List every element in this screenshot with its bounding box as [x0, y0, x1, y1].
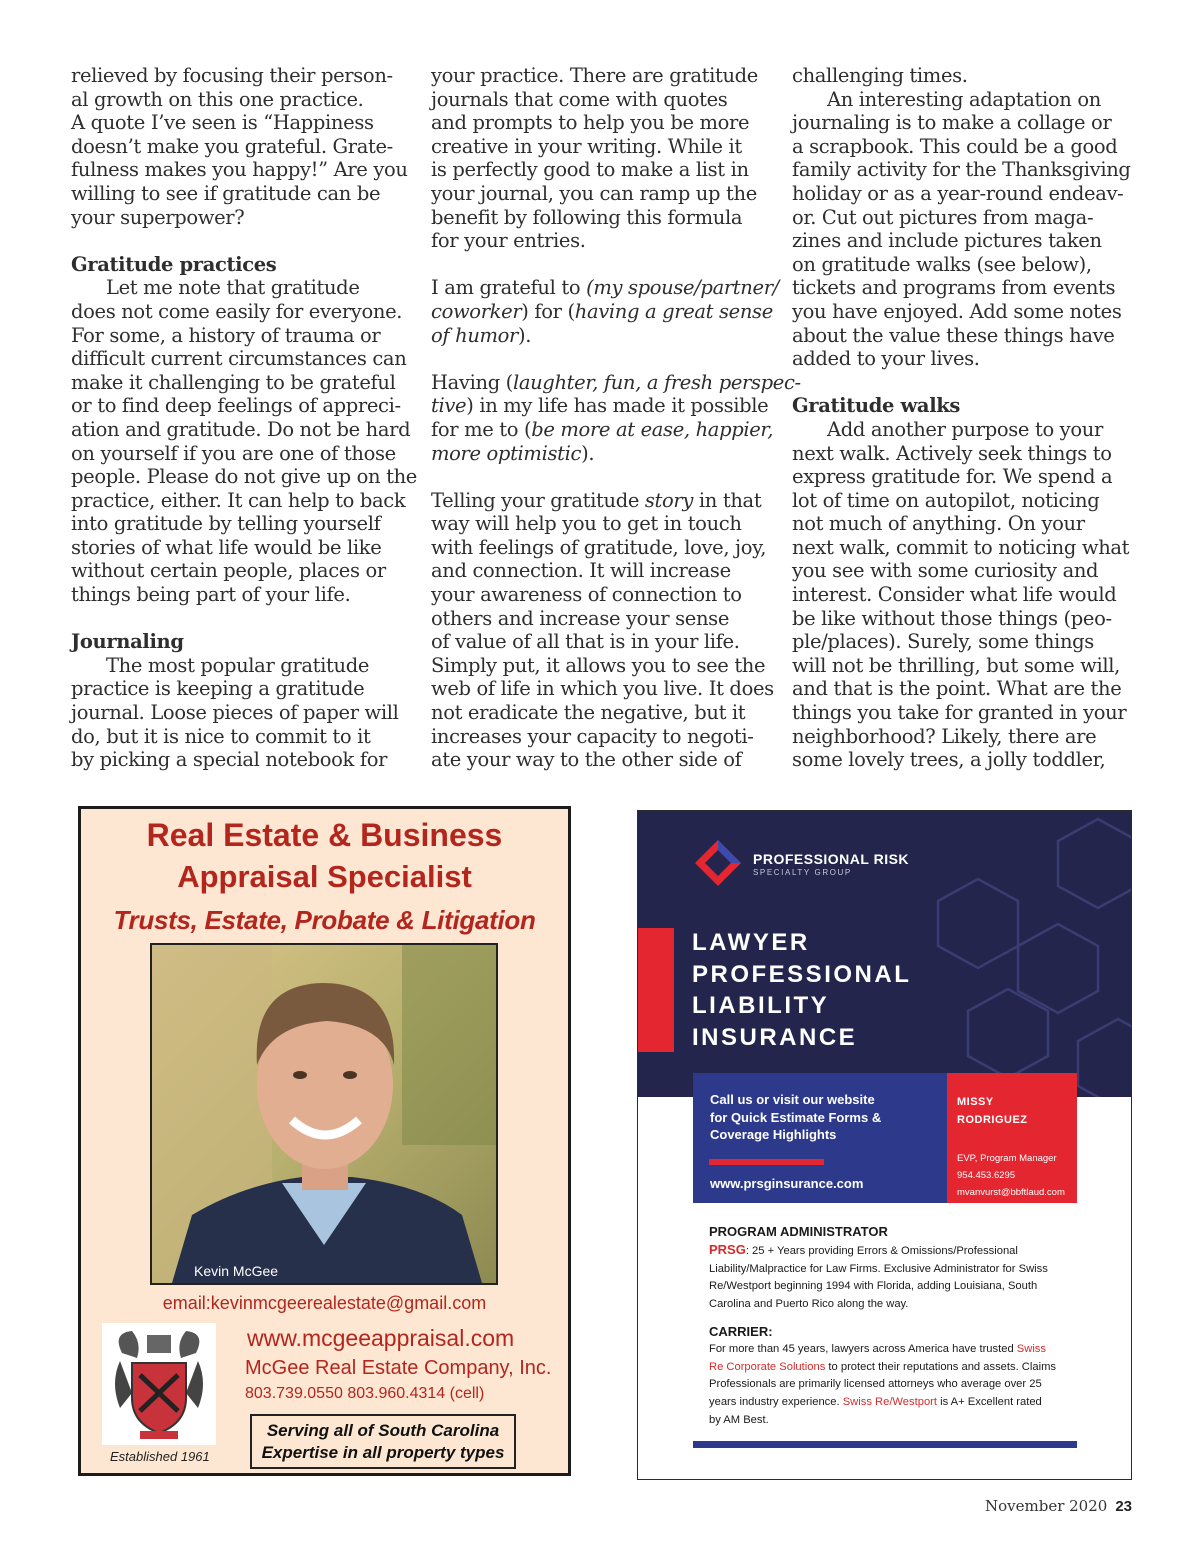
- text-line: be like without those things (peo-: [792, 606, 1112, 630]
- text-line: benefit by following this formula: [431, 205, 743, 229]
- section-heading-gratitude-walks: Gratitude walks: [792, 394, 961, 418]
- page-footer: [985, 1497, 1132, 1515]
- text-line: your practice. There are gratitude: [431, 64, 758, 87]
- text-line: a scrapbook. This could be a good: [792, 134, 1118, 158]
- text-line: relieved by focusing their person-: [71, 64, 393, 87]
- text-line: with feelings of gratitude, love, joy,: [431, 535, 767, 559]
- contact-name: MISSY RODRIGUEZ: [957, 1096, 1028, 1126]
- family-crest-logo: [102, 1323, 216, 1445]
- text-line: does not come easily for everyone.: [71, 299, 403, 323]
- text-line: you have enjoyed. Add some notes: [792, 299, 1122, 323]
- text-line: some lovely trees, a jolly toddler,: [792, 748, 1106, 772]
- text-line: and that is the point. What are the: [792, 677, 1122, 701]
- bottom-rule: [693, 1441, 1077, 1448]
- text-line: creative in your writing. While it: [431, 134, 742, 158]
- text-line: challenging times.: [792, 64, 968, 87]
- text-line: things you take for granted in your: [792, 701, 1127, 725]
- headline-line: LIABILITY: [692, 992, 830, 1019]
- page-number: 23: [1115, 1498, 1132, 1515]
- text-line: For some, a history of trauma or: [71, 323, 381, 347]
- section-heading-gratitude-practices: Gratitude practices: [71, 252, 277, 276]
- contact-phone: 954.453.6295: [957, 1170, 1016, 1181]
- text-line: ation and gratitude. Do not be hard: [71, 417, 411, 441]
- text-line: your journal, you can ramp up the: [431, 181, 757, 205]
- contact-title: EVP, Program Manager: [957, 1153, 1057, 1164]
- text-line: added to your lives.: [792, 347, 980, 371]
- formula-line: for me to (be more at ease, happier,: [431, 417, 774, 441]
- headline-line: INSURANCE: [692, 1023, 858, 1051]
- portrait-illustration: [152, 945, 496, 1283]
- text-line: journal. Loose pieces of paper will: [71, 701, 399, 725]
- call-to-action-text: Call us or visit our website for Quick Estimate Forms & Coverage Highlights: [710, 1092, 882, 1143]
- photo-caption: Kevin McGee: [194, 1263, 279, 1279]
- formula-line: tive) in my life has made it possible: [431, 394, 769, 418]
- headline-line: PROFESSIONAL: [692, 960, 912, 988]
- text-line: ple/places). Surely, some things: [792, 630, 1094, 654]
- text-line: you see with some curiosity and: [792, 559, 1099, 583]
- email-address[interactable]: email:kevinmcgeerealestate@gmail.com: [162, 1293, 487, 1313]
- text-line: make it challenging to be grateful: [71, 370, 396, 394]
- formula-line: of humor).: [431, 323, 532, 347]
- text-line: web of life in which you live. It does: [431, 677, 774, 701]
- section-label: CARRIER:: [709, 1324, 773, 1339]
- ad-subtitle: Trusts, Estate, Probate & Litigation: [113, 905, 536, 935]
- divider: [709, 1159, 824, 1165]
- text-line: An interesting adaptation on: [827, 87, 1101, 111]
- formula-line: I am grateful to (my spouse/partner/: [431, 276, 779, 300]
- website-link[interactable]: www.prsginsurance.com: [710, 1176, 864, 1191]
- phone-numbers: 803.739.0550 803.960.4314 (cell): [245, 1385, 485, 1402]
- text-line: your superpower?: [71, 205, 245, 229]
- text-line: holiday or as a year-round endeav-: [792, 181, 1124, 205]
- text-line: way will help you to get in touch: [431, 512, 742, 536]
- text-line: not much of anything. On your: [792, 512, 1085, 536]
- text-line: doesn’t make you grateful. Grate-: [71, 134, 393, 158]
- service-line: Serving all of South Carolina: [266, 1421, 500, 1440]
- text-line: tickets and programs from events: [792, 276, 1116, 300]
- company-name: McGee Real Estate Company, Inc.: [245, 1357, 552, 1379]
- text-line: interest. Consider what life would: [792, 583, 1117, 607]
- text-line: Let me note that gratitude: [106, 276, 360, 300]
- text-line: journals that come with quotes: [431, 87, 728, 111]
- text-line: lot of time on autopilot, noticing: [792, 488, 1100, 512]
- formula-line: coworker) for (having a great sense: [431, 299, 773, 323]
- text-line: A quote I’ve seen is “Happiness: [71, 111, 374, 135]
- contact-email[interactable]: mvanvurst@bbftlaud.com: [957, 1187, 1065, 1198]
- text-line: The most popular gratitude: [106, 653, 370, 677]
- text-line: without certain people, places or: [71, 559, 386, 583]
- text-line: Telling your gratitude story in that: [431, 488, 762, 512]
- text-line: willing to see if gratitude can be: [71, 181, 381, 205]
- text-line: into gratitude by telling yourself: [71, 512, 381, 536]
- text-line: al growth on this one practice.: [71, 87, 364, 111]
- text-line: your awareness of connection to: [431, 583, 742, 607]
- accent-bar: [638, 928, 674, 1052]
- ad-title: Appraisal Specialist: [177, 859, 472, 894]
- text-line: not eradicate the negative, but it: [431, 701, 746, 725]
- text-line: Simply put, it allows you to see the: [431, 653, 766, 677]
- prsg-logo-icon: [693, 838, 743, 888]
- text-line: fulness makes you happy!” Are you: [71, 158, 408, 182]
- text-line: others and increase your sense: [431, 606, 730, 630]
- text-line: journaling is to make a collage or: [792, 111, 1112, 135]
- text-line: next walk, commit to noticing what: [792, 535, 1130, 559]
- text-line: will not be thrilling, but some will,: [792, 653, 1120, 677]
- mcgee-appraisal-ad: [78, 806, 571, 1476]
- text-line: increases your capacity to negoti-: [431, 724, 754, 748]
- text-line: about the value these things have: [792, 323, 1115, 347]
- text-line: is perfectly good to make a list in: [431, 158, 749, 182]
- website-link[interactable]: www.mcgeeappraisal.com: [247, 1325, 515, 1351]
- headline-line: LAWYER: [692, 929, 810, 956]
- text-line: by picking a special notebook for: [71, 748, 388, 772]
- service-box: [250, 1414, 516, 1469]
- program-administrator-section: PROGRAM ADMINISTRATOR PRSG: 25 + Years providing Errors & Omissions/Professional Liability/Malpractice for Law Firms. Exclusive Administrator for Swiss Re/Westport beginning 1994 with Florida, adding Louisiana, South Carolina and Puerto Rico along the way.: [709, 1223, 1079, 1314]
- ad-headline: [692, 927, 911, 1053]
- service-line: Expertise in all property types: [261, 1443, 505, 1462]
- call-to-action-panel: [693, 1073, 947, 1203]
- text-line: difficult current circumstances can: [71, 347, 407, 371]
- text-line: on gratitude walks (see below),: [792, 252, 1092, 276]
- brand-name: PROFESSIONAL RISK: [753, 851, 910, 867]
- contact-panel: [947, 1073, 1077, 1203]
- issue-date: November 2020: [984, 1497, 1108, 1515]
- ad-title: Real Estate & Business: [146, 817, 503, 853]
- brand-subname: SPECIALTY GROUP: [753, 868, 852, 877]
- text-line: do, but it is nice to commit to it: [71, 724, 371, 748]
- text-line: next walk. Actively seek things to: [792, 441, 1112, 465]
- portrait-photo: [150, 943, 498, 1285]
- contact-info: [957, 1150, 1065, 1201]
- text-line: Add another purpose to your: [827, 417, 1103, 441]
- text-line: practice, either. It can help to back: [71, 488, 406, 512]
- text-line: express gratitude for. We spend a: [792, 465, 1113, 489]
- text-line: for your entries.: [431, 229, 586, 253]
- section-label: PROGRAM ADMINISTRATOR: [709, 1224, 888, 1239]
- article-column-3: [792, 64, 1132, 772]
- text-line: on yourself if you are one of those: [71, 441, 396, 465]
- text-line: family activity for the Thanksgiving: [792, 158, 1131, 182]
- formula-line: Having (laughter, fun, a fresh perspec-: [431, 370, 801, 394]
- text-line: practice is keeping a gratitude: [71, 677, 365, 701]
- carrier-section: CARRIER: For more than 45 years, lawyers across America have trusted Swiss Re Corporate Solutions to protect their reputations and assets. Claims Professionals are primarily licensed attorneys who average over 25 years industry experience. Swiss Re/Westport is A+ Excellent rated by AM Best.: [709, 1323, 1079, 1430]
- article-column-1: [71, 64, 417, 772]
- text-line: zines and include pictures taken: [792, 229, 1102, 253]
- text-line: and prompts to help you be more: [431, 111, 750, 135]
- text-line: of value of all that is in your life.: [431, 630, 740, 654]
- ad-header-panel: [638, 811, 1131, 1097]
- text-line: ate your way to the other side of: [431, 748, 742, 772]
- text-line: stories of what life would be like: [71, 535, 382, 559]
- article-column-2: [431, 64, 801, 772]
- established-caption: Established 1961: [110, 1449, 210, 1464]
- formula-line: more optimistic).: [431, 441, 595, 465]
- text-line: or. Cut out pictures from maga-: [792, 205, 1094, 229]
- text-line: things being part of your life.: [71, 583, 351, 607]
- text-line: or to find deep feelings of appreci-: [71, 394, 401, 418]
- prsg-insurance-ad: [637, 810, 1132, 1480]
- section-heading-journaling: Journaling: [71, 630, 184, 654]
- text-line: neighborhood? Likely, there are: [792, 724, 1097, 748]
- text-line: and connection. It will increase: [431, 559, 731, 583]
- text-line: people. Please do not give up on the: [71, 465, 417, 489]
